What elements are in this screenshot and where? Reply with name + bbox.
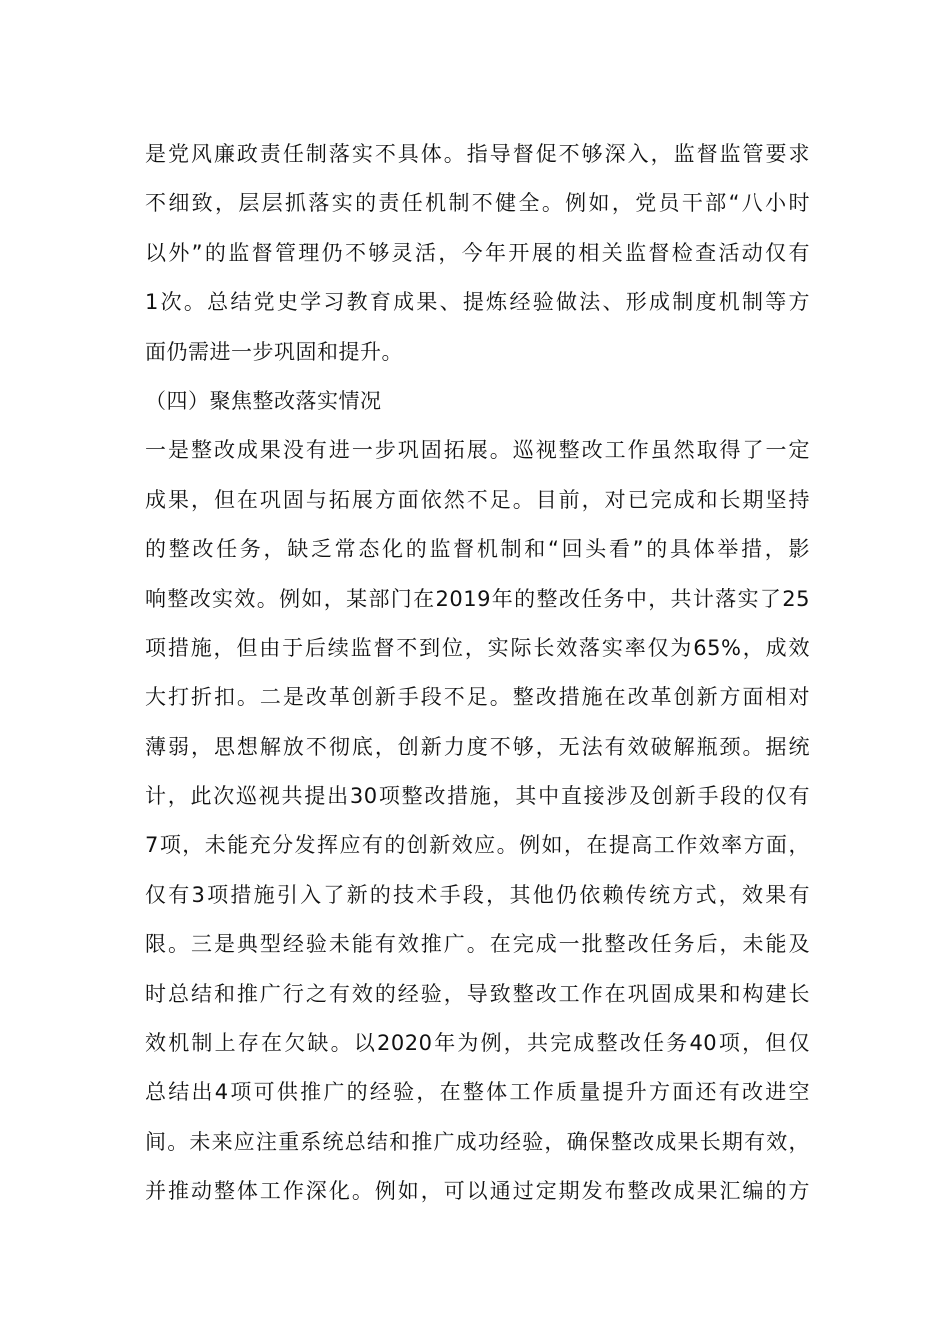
section-heading: （四）聚焦整改落实情况 [145,388,382,413]
paragraph-line: 项措施，但由于后续监督不到位，实际长效落实率仅为65%，成效 [145,635,810,660]
paragraph-line: 1次。总结党史学习教育成果、提炼经验做法、形成制度机制等方 [145,290,810,315]
paragraph-line: 薄弱，思想解放不彻底，创新力度不够，无法有效破解瓶颈。据统 [145,734,810,759]
paragraph-line: 是党风廉政责任制落实不具体。指导督促不够深入，监督监管要求 [145,142,810,166]
paragraph-line: 一是整改成果没有进一步巩固拓展。巡视整改工作虽然取得了一定 [145,438,810,463]
paragraph-line: 不细致，层层抓落实的责任机制不健全。例如，党员干部“八小时 [145,191,810,216]
paragraph-line: 大打折扣。二是改革创新手段不足。整改措施在改革创新方面相对 [145,685,810,710]
paragraph-line: 限。三是典型经验未能有效推广。在完成一批整改任务后，未能及 [145,932,810,957]
paragraph-line: 并推动整体工作深化。例如，可以通过定期发布整改成果汇编的方 [145,1179,810,1204]
paragraph-line: 时总结和推广行之有效的经验，导致整改工作在巩固成果和构建长 [145,981,810,1006]
paragraph-line: 的整改任务，缺乏常态化的监督机制和“回头看”的具体举措，影 [145,537,810,562]
paragraph-line: 间。未来应注重系统总结和推广成功经验，确保整改成果长期有效， [145,1129,810,1154]
paragraph-line: 总结出4项可供推广的经验，在整体工作质量提升方面还有改进空 [145,1080,810,1105]
paragraph-line: 响整改实效。例如，某部门在2019年的整改任务中，共计落实了25 [145,586,810,611]
paragraph-line: 仅有3项措施引入了新的技术手段，其他仍依赖传统方式，效果有 [145,882,810,907]
paragraph-line: 成果，但在巩固与拓展方面依然不足。目前，对已完成和长期坚持 [145,487,810,512]
paragraph-line: 7项，未能充分发挥应有的创新效应。例如，在提高工作效率方面， [145,833,810,858]
document-body [145,130,810,1217]
paragraph-line: 效机制上存在欠缺。以2020年为例，共完成整改任务40项，但仅 [145,1031,810,1056]
paragraph-line: 面仍需进一步巩固和提升。 [145,339,403,364]
paragraph-line: 以外”的监督管理仍不够灵活，今年开展的相关监督检查活动仅有 [145,240,810,265]
paragraph-line: 计，此次巡视共提出30项整改措施，其中直接涉及创新手段的仅有 [145,784,810,809]
